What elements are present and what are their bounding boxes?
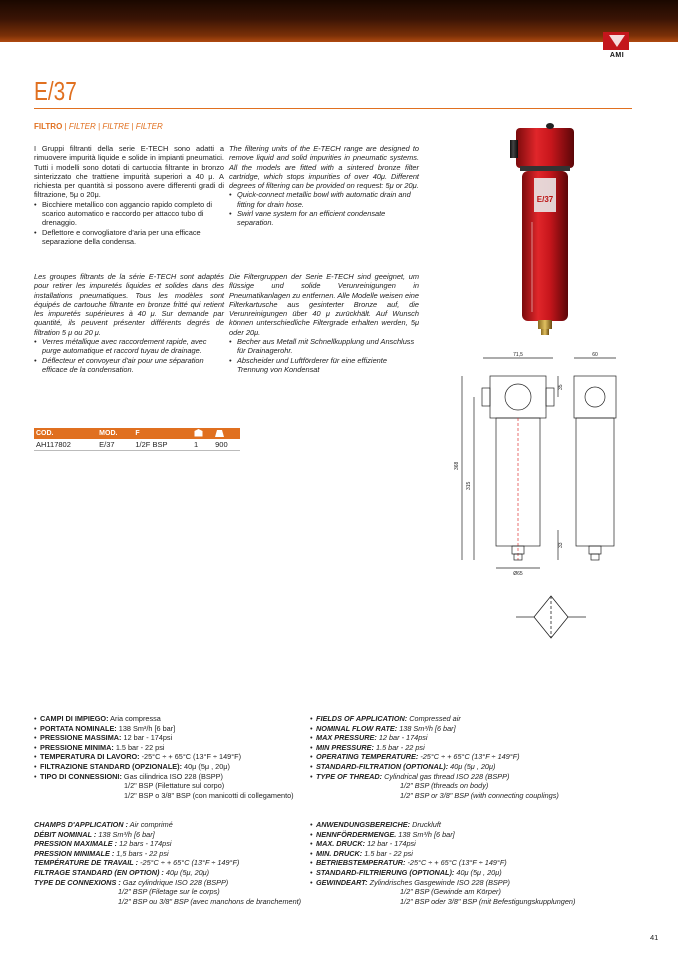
page-number: 41: [650, 933, 659, 942]
svg-text:60: 60: [592, 352, 598, 358]
specs-en: • FIELDS OF APPLICATION: Compressed air • NOMINAL FLOW RATE: 138 Sm³/h [6 bar] • MAX PRESSURE: 12 bar - 174psi • MIN PRESSURE: 1.5 bar - 22 psi • OPERATING TEMPERATURE: -25°C ÷ + 65°C (13°F ÷ 149°F) • STANDARD-FILTRATION (OPTIONAL): 40μ (5μ , 20μ) • TYPE OF THREAD: Cylindrical gas thread ISO 228 (BSPP) 1/2" BSP (threads on body) 1/2" BSP or 3/8" BSP (with connecting couplings): [310, 714, 559, 800]
header-bar: [0, 0, 678, 42]
brand-logo: AMI: [601, 30, 633, 62]
box-icon: [192, 428, 213, 439]
svg-text:315: 315: [466, 481, 472, 490]
svg-text:368: 368: [454, 461, 460, 470]
page-title: E/37: [34, 76, 77, 106]
specs-it: • CAMPI DI IMPIEGO: Aria compressa • PORTATA NOMINALE: 138 Sm³/h [6 bar] • PRESSIONE MASSIMA: 12 bar - 174psi • PRESSIONE MINIMA: 1.5 bar - 22 psi • TEMPERATURA DI LAVORO: -25°C ÷ + 65°C (13°F ÷ 149°F) • FILTRAZIONE STANDARD (OPZIONALE): 40μ (5μ , 20μ) • TIPO DI CONNESSIONI: Gas cilindrica ISO 228 (BSPP) 1/2" BSP (Filettature sul corpo) 1/2" BSP o 3/8" BSP (con manicotti di collegamento): [34, 714, 294, 800]
svg-text:71,5: 71,5: [513, 352, 523, 358]
weight-icon: [213, 428, 240, 439]
product-image: [510, 122, 580, 336]
table-row: AH117802 E/37 1/2F BSP 1 900: [34, 439, 240, 451]
svg-text:33: 33: [558, 542, 564, 548]
col-cod: COD.: [34, 428, 97, 439]
desc-fr: Les groupes filtrants de la série E-TECH sont adaptés pour retirer les impuretés liquides et solides dans des installations pneumatiques. Tous les modèles sont équipés de cartouche filtrante en bronze fritté qui retient les impuretés supérieures à 40 μ. Sur demande par quantité, ils peuvent présenter différents degrés de filtration 5 μ ou 20 μ. • Verres métallique avec raccordement rapide, avec purge automatique et raccord tuyau de drainage. • Déflecteur et convoyeur d'air pour une séparation efficace de la condensation.: [34, 272, 224, 374]
specs-fr: CHAMPS D'APPLICATION : Air comprimé DÉBIT NOMINAL : 138 Sm³/h [6 bar] PRESSION MAXIMALE : 12 bars - 174psi PRESSION MINIMALE : 1,5 bars - 22 psi TEMPÉRATURE DE TRAVAIL : -25°C ÷ + 65°C (13°F ÷ 149°F) FILTRAGE STANDARD (EN OPTION) : 40μ (5μ, 20μ) TYPE DE CONNEXIONS : Gaz cylindrique ISO 228 (BSPP) 1/2" BSP (Filetage sur le corps) 1/2" BSP ou 3/8" BSP (avec manchons de branchement): [34, 820, 302, 906]
col-mod: MOD.: [97, 428, 133, 439]
title-divider: [34, 108, 632, 109]
desc-it: I Gruppi filtranti della serie E-TECH sono adatti a rimuovere impurità liquide e solide in impianti pneumatici. Tutti i modelli sono dotati di cartuccia filtrante in bronzo sinterizzato che trattiene impurità superiori a 40 μ. A richiesta per quantità si possono avere differenti gradi di filtrazione, 5μ o 20μ. • Bicchiere metallico con aggancio rapido completo di scarico automatico e raccordo per attacco tubo di drenaggio. • Deflettore e convogliatore d'aria per una efficace separazione della condensa.: [34, 144, 224, 246]
desc-en: The filtering units of the E-TECH range are designed to remove liquid and solid impurities in pneumatic systems. All the models are fitted with a sintered bronze filter cartridge, which stops impurities of over 40μ. Different degrees of filtering can be provided on request: 5μ or 20μ. • Quick-connect metallic bowl with automatic drain and fitting for drain hose. • Swirl vane system for an efficient condensate separation.: [229, 144, 419, 228]
col-f: F: [133, 428, 192, 439]
filter-symbol-icon: [516, 592, 586, 642]
specs-de: • ANWENDUNGSBEREICHE: Druckluft • NENNFÖRDERMENGE. 138 Sm³/h [6 bar] • MAX. DRUCK: 12 bar - 174psi • MIN. DRUCK: 1.5 bar - 22 psi • BETRIEBSTEMPERATUR: -25°C ÷ + 65°C (13°F ÷ 149°F) • STANDARD-FILTRIERUNG (OPTIONAL): 40μ (5μ , 20μ) • GEWINDEART: Zylindrisches Gasgewinde ISO 228 (BSPP) 1/2" BSP (Gewinde am Körper) 1/2" BSP oder 3/8" BSP (mit Befestigungskupplungen): [310, 820, 575, 906]
desc-de: Die Filtergruppen der Serie E-TECH sind geeignet, um flüssige und solide Verunreinigungen in Pneumatikanlagen zu entfernen. Alle Modelle weisen eine Filterkartusche aus gesinterter Bronze auf, die Verunreinigungen über 40 μ zurückhält. Auf Wunsch können unterschiedliche Filtergrade erhalten werden, 5μ oder 20μ. • Becher aus Metall mit Schnellkupplung und Anschluss für Drainagerohr. • Abscheider und Luftförderer für eine effiziente Trennung von Kondensat: [229, 272, 419, 374]
technical-drawing: [448, 350, 648, 590]
svg-text:Ø65: Ø65: [513, 571, 523, 577]
subtitle: FILTRO | FILTER | FILTRE | FILTER: [34, 122, 163, 131]
product-table: [34, 428, 240, 451]
svg-text:E/37: E/37: [536, 195, 554, 204]
svg-text:35: 35: [558, 384, 564, 390]
